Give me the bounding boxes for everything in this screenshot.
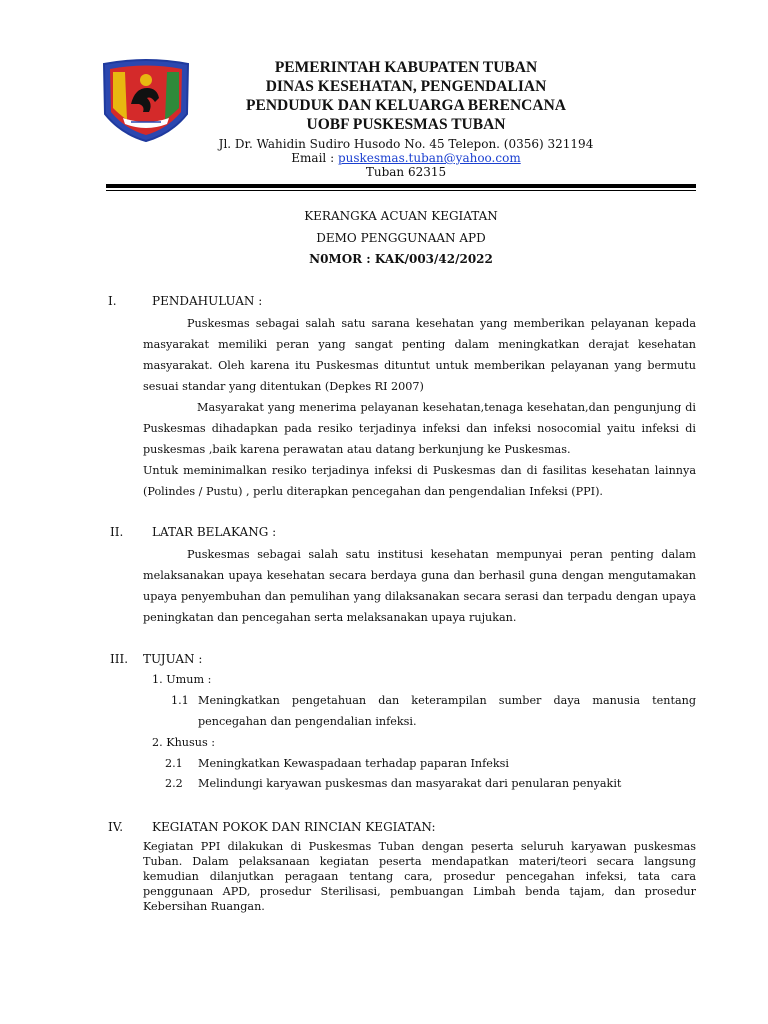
goal-2-1-number: 2.1 (165, 757, 183, 770)
tuban-regency-emblem (101, 58, 191, 142)
section-1-paragraph-3: Untuk meminimalkan resiko terjadinya infeksi di Puskesmas dan di fasilitas kesehatan lainnya (Polindes / Pustu) , perlu diterapkan pencegahan dan pengendalian Infeksi (PPI). (143, 464, 696, 498)
letterhead-divider-thin (106, 190, 696, 191)
goal-2-2-number: 2.2 (165, 777, 183, 790)
kop-city: Tuban 62315 (365, 165, 447, 179)
kop-email-link[interactable]: puskesmas.tuban@yahoo.com (337, 151, 521, 165)
section-2-heading: LATAR BELAKANG : (152, 525, 277, 539)
section-2-paragraph-1: Puskesmas sebagai salah satu institusi kesehatan mempunyai peran penting dalam melaksanakan upaya kesehatan secara berdaya guna dan berhasil guna dengan mengutamakan upaya penyembuhan dan pemulihan yang dilaksanakan secara serasi dan terpadu dengan upaya peningkatan dan pencegahan serta melaksanakan upaya rujukan. (143, 548, 696, 624)
doc-title-1: KERANGKA ACUAN KEGIATAN (304, 209, 498, 223)
section-1-heading: PENDAHULUAN : (152, 294, 263, 308)
section-4-number: IV. (108, 820, 124, 834)
kop-government: PEMERINTAH KABUPATEN TUBAN (274, 59, 538, 76)
doc-title-2: DEMO PENGGUNAAN APD (316, 231, 486, 245)
section-1-number: I. (108, 294, 117, 308)
section-3-number: III. (110, 652, 129, 666)
goal-2-2-text: Melindungi karyawan puskesmas dan masyarakat dari penularan penyakit (198, 777, 622, 790)
section-2-number: II. (110, 525, 124, 539)
section-4-paragraph-1: Kegiatan PPI dilakukan di Puskesmas Tuban dengan peserta seluruh karyawan puskesmas Tuban. Dalam pelaksanaan kegiatan peserta mendapatkan materi/teori secara langsung kemudian dilanjutkan peragaan tentang cara, prosedur pencegahan infeksi, tata cara penggunaan APD, prosedur Sterilisasi, pembuangan Limbah benda tajam, dan prosedur Kebersihan Ruangan. (143, 840, 696, 913)
section-3-heading: TUJUAN : (143, 652, 203, 666)
goal-2-1-text: Meningkatkan Kewaspadaan terhadap paparan Infeksi (198, 757, 509, 770)
letterhead-divider-thick (106, 184, 696, 188)
section-1-paragraph-1: Puskesmas sebagai salah satu sarana kesehatan yang memberikan pelayanan kepada masyarakat memiliki peran yang sangat penting dalam meningkatkan derajat kesehatan masyarakat. Oleh karena itu Puskesmas dituntut untuk memberikan pelayanan yang bermutu sesuai standar yang ditentukan (Depkes RI 2007) (143, 317, 696, 393)
kop-email-label: Email : (291, 151, 338, 165)
kop-agency: DINAS KESEHATAN, PENGENDALIAN (265, 78, 547, 95)
goal-specific-label: 2. Khusus : (152, 736, 216, 749)
kop-agency-2: PENDUDUK DAN KELUARGA BERENCANA (246, 97, 566, 114)
kop-unit: UOBF PUSKESMAS TUBAN (306, 116, 506, 133)
kop-address: Jl. Dr. Wahidin Sudiro Husodo No. 45 Telepon. (0356) 321194 (218, 137, 594, 151)
goal-1-1-text: Meningkatkan pengetahuan dan keterampilan sumber daya manusia tentang pencegahan dan pengendalian infeksi. (198, 694, 696, 728)
goal-1-1-number: 1.1 (171, 694, 189, 707)
letterhead (196, 58, 616, 179)
section-4-heading: KEGIATAN POKOK DAN RINCIAN KEGIATAN: (152, 820, 436, 834)
doc-number: N0MOR : KAK/003/42/2022 (309, 252, 493, 266)
kop-email-line (196, 151, 616, 165)
goal-general-label: 1. Umum : (152, 673, 212, 686)
section-1-paragraph-2: Masyarakat yang menerima pelayanan kesehatan,tenaga kesehatan,dan pengunjung di Puskesmas dihadapkan pada resiko terjadinya infeksi dan infeksi nosocomial yaitu infeksi di puskesmas ,baik karena perawatan atau datang berkunjung ke Puskesmas. (143, 401, 696, 456)
